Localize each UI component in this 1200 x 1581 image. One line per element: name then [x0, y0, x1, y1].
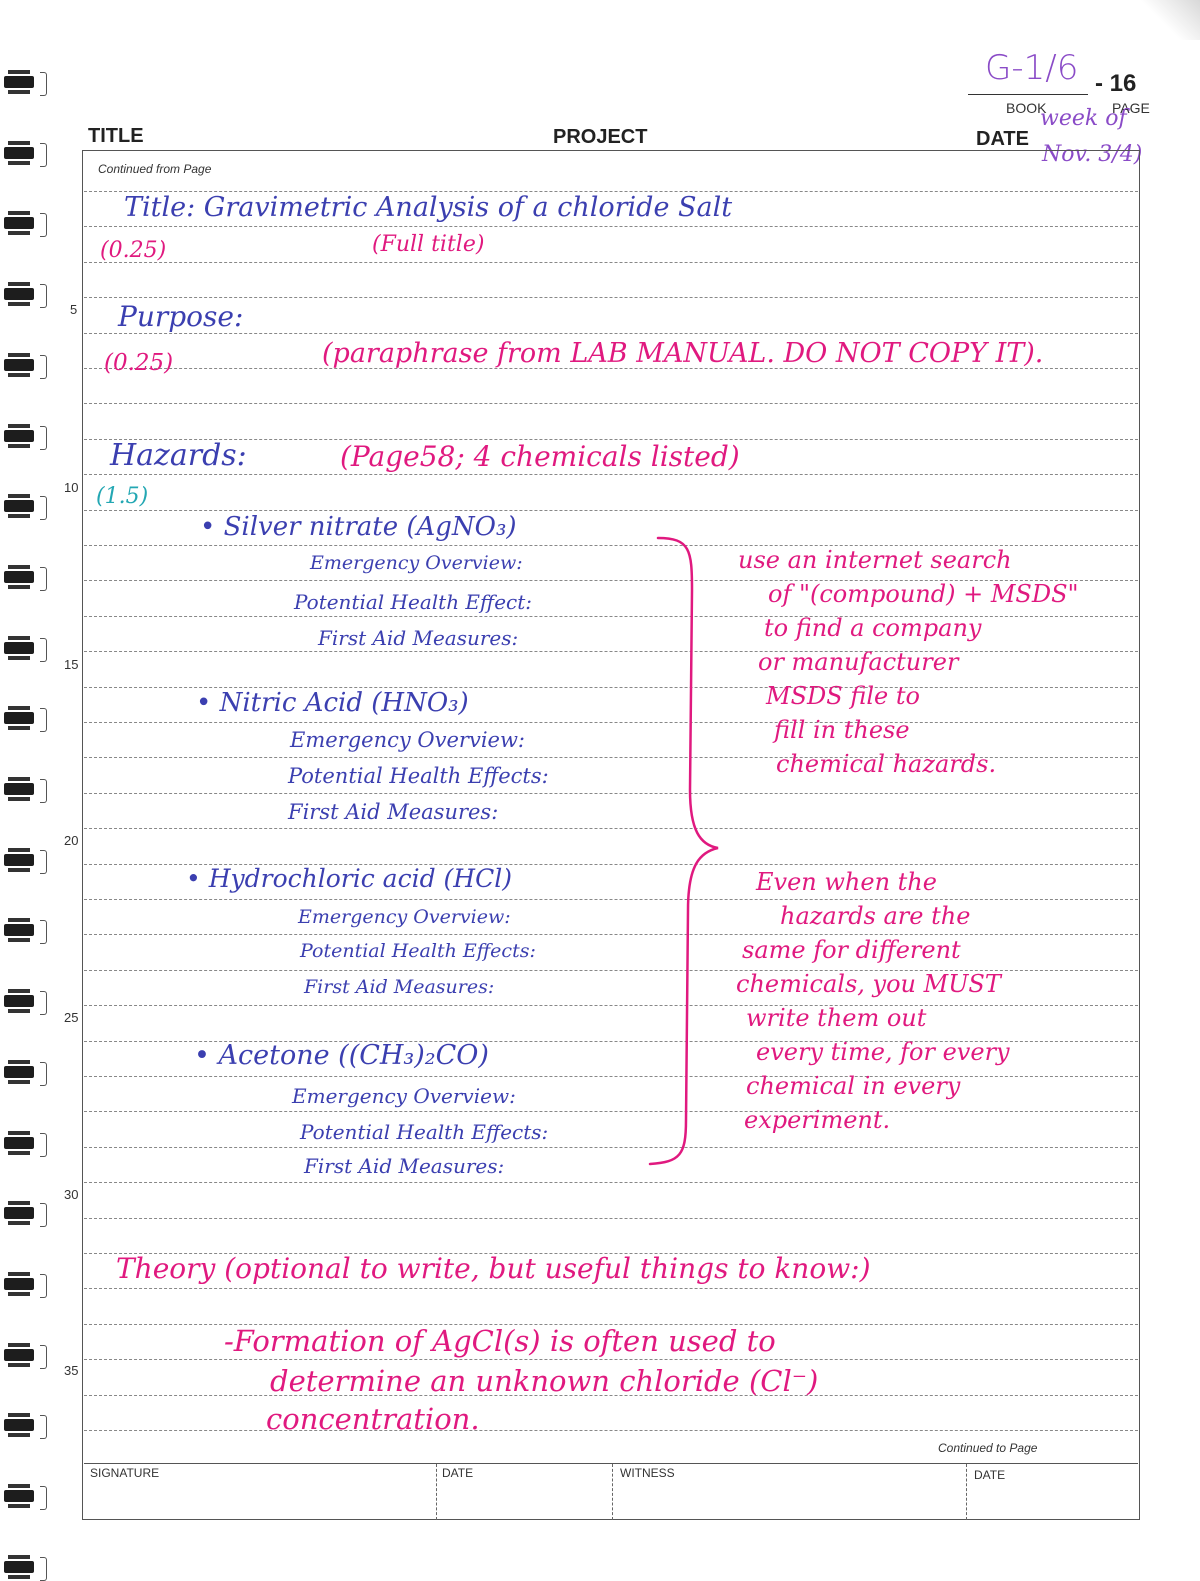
spiral-ring [4, 1201, 44, 1227]
note-line: chemical hazards. [776, 750, 997, 778]
ruled-line [84, 403, 1138, 404]
project-label: PROJECT [553, 126, 648, 148]
note-line: write them out [746, 1004, 927, 1032]
line-number: 15 [64, 657, 79, 672]
chemical-health: Potential Health Effect: [294, 590, 533, 614]
chemical-firstaid: First Aid Measures: [318, 626, 519, 650]
ruled-line [84, 1430, 1138, 1431]
line-number: 20 [64, 833, 79, 848]
ruled-line [84, 1359, 1138, 1360]
note-line: or manufacturer [758, 648, 959, 676]
ruled-line [84, 1218, 1138, 1219]
spiral-ring [4, 1484, 44, 1510]
ruled-line [84, 474, 1138, 475]
footer-divider [612, 1464, 613, 1520]
spiral-ring [4, 1131, 44, 1157]
date-handwritten-line1: week of [1040, 106, 1127, 131]
ruled-line [84, 262, 1138, 263]
page-label: PAGE [1112, 100, 1150, 116]
line-number: 35 [64, 1363, 79, 1378]
title-note: (Full title) [372, 232, 485, 257]
ruled-line [84, 1111, 1138, 1112]
hazards-note: (Page58; 4 chemicals listed) [340, 440, 740, 473]
ruled-line [84, 793, 1138, 794]
theory-line: -Formation of AgCl(s) is often used to [224, 1324, 776, 1358]
continued-to-label: Continued to Page [938, 1441, 1038, 1455]
purpose-points: (0.25) [104, 350, 174, 376]
date-footer-label-2: DATE [974, 1468, 1006, 1482]
spiral-ring [4, 1413, 44, 1439]
spiral-ring [4, 353, 44, 379]
ruled-line [84, 510, 1138, 511]
line-number: 30 [64, 1187, 79, 1202]
title-points: (0.25) [100, 238, 167, 263]
footer-divider [436, 1464, 437, 1520]
chemical-overview: Emergency Overview: [310, 552, 523, 574]
chemical-health: Potential Health Effects: [288, 764, 549, 788]
ruled-line [84, 1005, 1138, 1006]
spiral-ring [4, 777, 44, 803]
spiral-ring [4, 1272, 44, 1298]
ruled-line [84, 651, 1138, 652]
hazards-heading: Hazards: [110, 438, 247, 473]
note-line: hazards are the [780, 902, 971, 930]
curly-brace [640, 530, 730, 1170]
ruled-line [84, 1147, 1138, 1148]
note-line: fill in these [774, 716, 910, 744]
spiral-ring [4, 424, 44, 450]
ruled-line [84, 1288, 1138, 1289]
book-page-handwritten: G-1/6 [985, 48, 1079, 88]
ruled-line [84, 722, 1138, 723]
ruled-line [84, 226, 1138, 227]
chemical-overview: Emergency Overview: [298, 906, 511, 928]
spiral-ring [4, 1555, 44, 1581]
line-number: 25 [64, 1010, 79, 1025]
date-handwritten-line2: Nov. 3/4) [1042, 142, 1143, 167]
ruled-line [84, 828, 1138, 829]
note-line: to find a company [764, 614, 982, 642]
chemical-firstaid: First Aid Measures: [288, 800, 499, 824]
date-label: DATE [976, 128, 1029, 150]
signature-label: SIGNATURE [90, 1466, 160, 1480]
purpose-heading: Purpose: [118, 300, 244, 333]
hazards-points: (1.5) [96, 484, 149, 509]
spiral-ring [4, 494, 44, 520]
theory-line: determine an unknown chloride (Cl⁻) [270, 1364, 819, 1398]
ruled-line [84, 899, 1138, 900]
spiral-ring [4, 70, 44, 96]
spiral-ring [4, 706, 44, 732]
theory-line: concentration. [266, 1402, 480, 1436]
chemical-health: Potential Health Effects: [300, 940, 536, 962]
date-footer-label: DATE [442, 1466, 474, 1480]
spiral-ring [4, 282, 44, 308]
spiral-ring [4, 565, 44, 591]
title-label: TITLE [88, 125, 144, 147]
note-line: of "(compound) + MSDS" [768, 580, 1079, 608]
chemical-name: • Nitric Acid (HNO₃) [196, 688, 469, 718]
footer-top-rule [84, 1463, 1138, 1464]
chemical-health: Potential Health Effects: [300, 1120, 549, 1144]
note-line: experiment. [744, 1106, 891, 1134]
ruled-line [84, 297, 1138, 298]
continued-from-label: Continued from Page [98, 162, 212, 176]
note-line: chemical in every [746, 1072, 961, 1100]
chemical-name: • Hydrochloric acid (HCl) [186, 864, 512, 893]
note-line: chemicals, you MUST [736, 970, 1001, 998]
ruled-line [84, 934, 1138, 935]
spiral-ring [4, 211, 44, 237]
book-underline [968, 94, 1088, 95]
witness-label: WITNESS [620, 1466, 675, 1480]
title-text: Title: Gravimetric Analysis of a chloride Salt [124, 192, 733, 223]
line-number: 10 [64, 480, 79, 495]
chemical-overview: Emergency Overview: [290, 728, 526, 752]
note-line: use an internet search [738, 546, 1012, 574]
line-number: 5 [70, 302, 78, 317]
purpose-note: (paraphrase from LAB MANUAL. DO NOT COPY IT). [322, 338, 1044, 369]
chemical-name: • Acetone ((CH₃)₂CO) [194, 1040, 489, 1071]
chemical-firstaid: First Aid Measures: [304, 1154, 505, 1178]
page-number: - 16 [1095, 70, 1137, 97]
chemical-name: • Silver nitrate (AgNO₃) [200, 512, 517, 542]
note-line: every time, for every [756, 1038, 1010, 1066]
spiral-ring [4, 989, 44, 1015]
footer-divider [966, 1464, 967, 1520]
ruled-line [84, 1182, 1138, 1183]
note-line: MSDS file to [766, 682, 920, 710]
ruled-line [84, 333, 1138, 334]
spiral-ring [4, 848, 44, 874]
chemical-overview: Emergency Overview: [292, 1084, 516, 1108]
note-line: same for different [742, 936, 961, 964]
spiral-ring [4, 1343, 44, 1369]
ruled-line [84, 1076, 1138, 1077]
page-corner-fold [1140, 0, 1200, 40]
chemical-firstaid: First Aid Measures: [304, 976, 495, 998]
spiral-ring [4, 918, 44, 944]
spiral-ring [4, 1060, 44, 1086]
spiral-ring [4, 636, 44, 662]
note-line: Even when the [756, 868, 937, 896]
spiral-ring [4, 141, 44, 167]
theory-heading: Theory (optional to write, but useful things to know:) [116, 1252, 871, 1285]
book-label: BOOK [1006, 100, 1047, 116]
